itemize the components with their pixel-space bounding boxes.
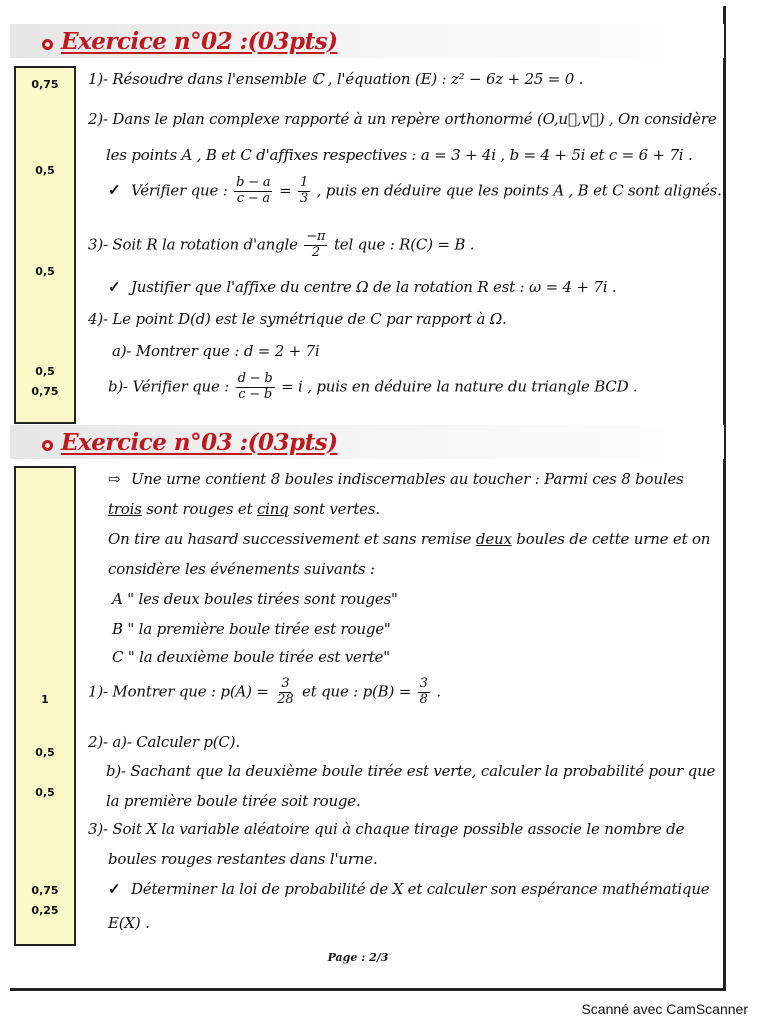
ex3-question-2b-line-2: la première boule tirée soit rouge.: [106, 792, 361, 810]
score-q3-expectation: 0,25: [31, 904, 59, 917]
ex3-question-2b-line-1: b)- Sachant que la deuxième boule tirée est verte, calculer la probabilité pour que: [106, 762, 716, 780]
ex3-question-1: 1)- Montrer que : p(A) = $\frac{3}{28}$ et que : p(B) = $\frac{3}{8}$ .: [88, 676, 441, 707]
ex3-intro-line-1: ⇨ Une urne contient 8 boules indiscernables au toucher : Parmi ces 8 boules: [108, 470, 684, 488]
page-number: Page : 2/3: [327, 951, 389, 964]
circle-bullet-icon: [42, 440, 53, 451]
ex3-question-2a: 2)- a)- Calculer p(C).: [88, 733, 240, 751]
ex3-question-3-line-1: 3)- Soit X la variable aléatoire qui à chaque tirage possible associe le nombre de: [88, 820, 685, 838]
exercise-3-score-column: [14, 466, 76, 946]
ex2-question-4: 4)- Le point D(d) est le symétrique de C par rapport à Ω.: [88, 310, 507, 328]
score-q3-law: 0,75: [31, 884, 59, 897]
score-q2a: 0,5: [35, 746, 55, 759]
ex2-question-4b: b)- Vérifier que : $\frac{d - b}{c - b}$ = i , puis en déduire la nature du triangle BCD .: [108, 371, 638, 402]
exercise-2-title: Exercice n°02 :(03pts): [61, 27, 338, 55]
fraction: $\frac{d - b}{c - b}$: [237, 371, 273, 402]
score-q2b: 0,5: [35, 786, 55, 799]
ex2-question-4a: a)- Montrer que : d = 2 + 7i: [112, 342, 320, 360]
checkmark-icon: ✓: [108, 880, 121, 898]
circle-bullet-icon: [42, 39, 53, 50]
ex3-intro-line-4: considère les événements suivants :: [108, 560, 375, 578]
scanner-watermark: Scanné avec CamScanner: [581, 1001, 748, 1017]
fraction: $\frac{-\pi}{2}$: [306, 229, 326, 260]
ex2-question-2-verify: ✓ Vérifier que : $\frac{b - a}{c - a}$ = $\frac{1}{3}$ , puis en déduire que les points A , B et C sont alignés.: [108, 175, 722, 206]
ex3-event-a: A " les deux boules tirées sont rouges": [112, 590, 398, 608]
exercise-2-header: [10, 24, 724, 58]
ex3-event-b: B " la première boule tirée est rouge": [112, 620, 391, 638]
ex3-intro-line-3: On tire au hasard successivement et sans remise deux boules de cette urne et on: [108, 530, 711, 548]
ex2-question-2-line-1: 2)- Dans le plan complexe rapporté à un repère orthonormé (O,u⃗,v⃗) , On considère: [88, 110, 717, 128]
score-q4b: 0,75: [31, 385, 59, 398]
ex3-event-c: C " la deuxième boule tirée est verte": [112, 648, 390, 666]
checkmark-icon: ✓: [108, 181, 121, 200]
ex2-question-1: 1)- Résoudre dans l'ensemble ℂ , l'équation (E) : z² − 6z + 25 = 0 .: [88, 70, 584, 88]
exercise-3-header: [10, 425, 724, 459]
fraction: $\frac{1}{3}$: [299, 175, 309, 206]
exercise-3-title: Exercice n°03 :(03pts): [61, 428, 338, 456]
ex3-question-3-line-2: boules rouges restantes dans l'urne.: [108, 850, 378, 868]
ex2-question-3: 3)- Soit R la rotation d'angle $\frac{-\pi}{2}$ tel que : R(C) = B .: [88, 229, 475, 260]
ex2-question-3-justify: ✓ Justifier que l'affixe du centre Ω de la rotation R est : ω = 4 + 7i .: [108, 278, 617, 296]
ex3-intro-line-2: trois sont rouges et cinq sont vertes.: [108, 500, 380, 518]
score-q1: 0,75: [31, 78, 59, 91]
score-q4a: 0,5: [35, 365, 55, 378]
checkmark-icon: ✓: [108, 278, 121, 296]
score-q1: 1: [41, 693, 49, 706]
ex2-question-2-line-2: les points A , B et C d'affixes respectives : a = 3 + 4i , b = 4 + 5i et c = 6 + 7i .: [106, 146, 693, 164]
score-q2: 0,5: [35, 164, 55, 177]
fraction: $\frac{3}{8}$: [419, 676, 428, 707]
ex3-question-3-line-4: E(X) .: [108, 914, 150, 932]
fraction: $\frac{3}{28}$: [277, 676, 294, 707]
ex3-question-3-line-3: ✓ Déterminer la loi de probabilité de X et calculer son espérance mathématique: [108, 880, 710, 898]
fraction: $\frac{b - a}{c - a}$: [236, 175, 271, 206]
score-q3: 0,5: [35, 265, 55, 278]
arrow-right-icon: ⇨: [108, 470, 121, 488]
